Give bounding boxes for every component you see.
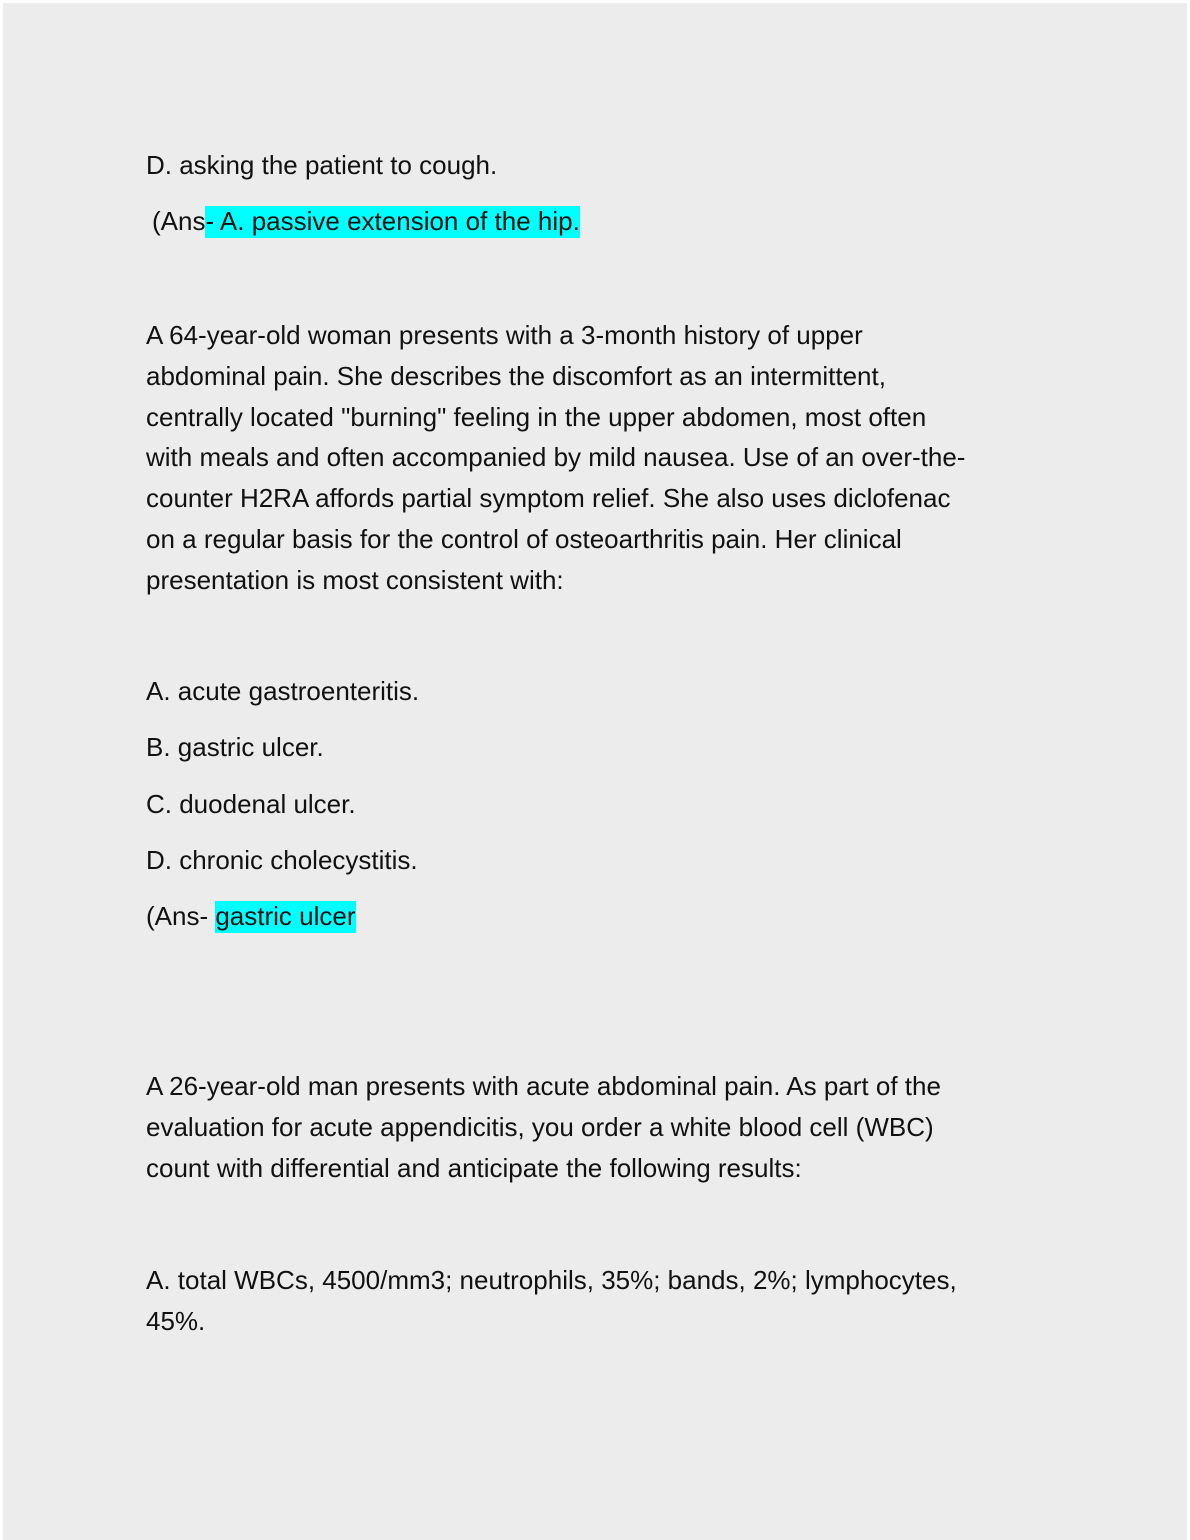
q1-option-c: C. duodenal ulcer. <box>146 789 356 819</box>
q1-stem <box>146 315 1046 601</box>
q0-answer <box>152 201 580 242</box>
q1-stem-line: centrally located "burning" feeling in the upper abdomen, most often <box>146 401 927 432</box>
q2-stem-line: A 26-year-old man presents with acute abdominal pain. As part of the <box>146 1071 941 1101</box>
q1-stem-line: abdominal pain. She describes the discomfort as an intermittent, <box>146 360 886 391</box>
q2-option-a-line: A. total WBCs, 4500/mm3; neutrophils, 35%; bands, 2%; lymphocytes, <box>146 1265 957 1295</box>
q1-stem-line: on a regular basis for the control of osteoarthritis pain. Her clinical <box>146 523 902 554</box>
q2-stem-line: evaluation for acute appendicitis, you order a white blood cell (WBC) <box>146 1111 934 1142</box>
q2-stem-line: count with differential and anticipate the following results: <box>146 1152 802 1183</box>
q1-answer-highlight: gastric ulcer <box>215 901 356 931</box>
q1-answer <box>146 896 356 937</box>
q1-option-a: A. acute gastroenteritis. <box>146 676 420 706</box>
q1-stem-line: with meals and often accompanied by mild nausea. Use of an over-the- <box>146 442 966 473</box>
q0-answer-prefix: (Ans <box>152 206 206 236</box>
q0-option-d: D. asking the patient to cough. <box>146 150 498 180</box>
q0-answer-highlight: - A. passive extension of the hip. <box>205 206 580 236</box>
q1-stem-line: counter H2RA affords partial symptom relief. She also uses diclofenac <box>146 483 951 514</box>
q1-option-d: D. chronic cholecystitis. <box>146 845 418 875</box>
q1-option-b: B. gastric ulcer. <box>146 732 324 762</box>
q2-option-a-line: 45%. <box>146 1305 206 1336</box>
q2-stem <box>146 1066 1046 1188</box>
q1-answer-prefix: (Ans- <box>146 901 216 931</box>
document-page <box>3 3 1187 1540</box>
q1-stem-line: A 64-year-old woman presents with a 3-month history of upper <box>146 320 863 350</box>
q2-option-a <box>146 1260 1046 1342</box>
q1-stem-line: presentation is most consistent with: <box>146 564 564 595</box>
